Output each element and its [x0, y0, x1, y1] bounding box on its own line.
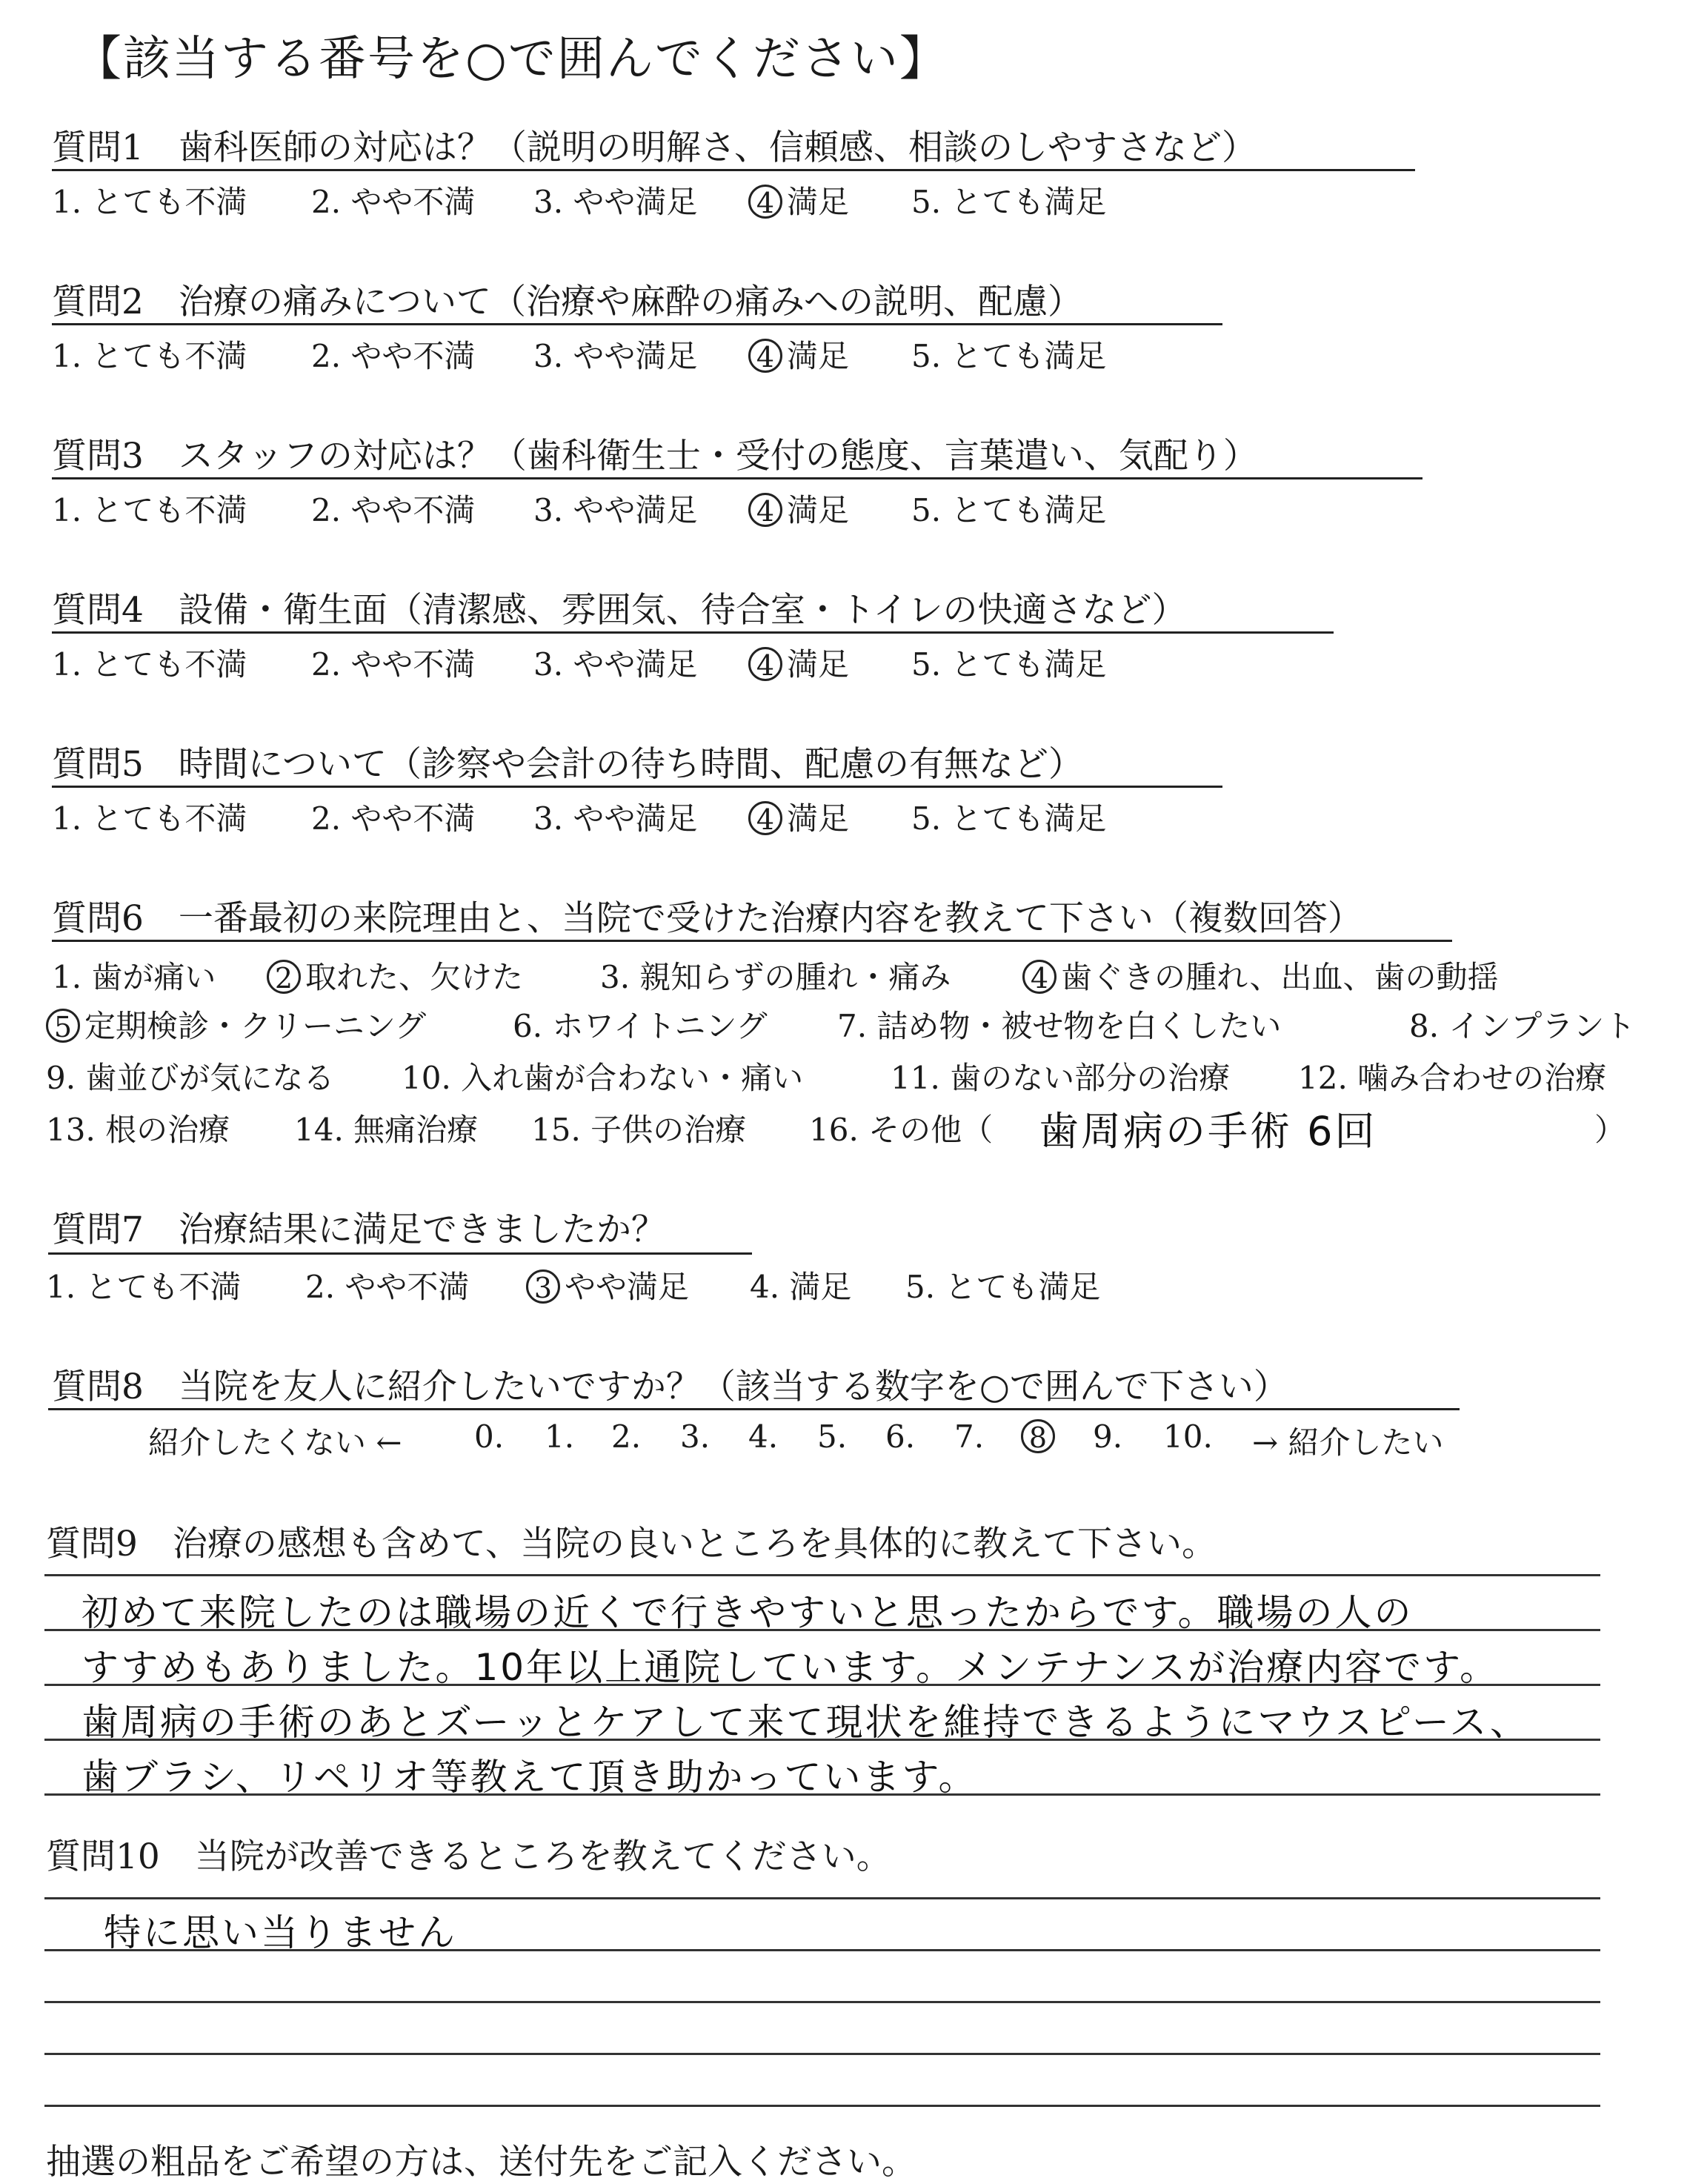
footer-instruction: 抽選の粗品をご希望の方は、送付先をご記入ください。: [46, 2142, 916, 2183]
q7-option-5[interactable]: 5. とても満足: [905, 1269, 1101, 1305]
circled-mark: 5: [46, 1009, 80, 1043]
question-3: 質問3 スタッフの対応は？（歯科衛生士・受付の態度、言葉遣い、気配り）: [52, 436, 1258, 477]
q8-option-1[interactable]: 1.: [545, 1418, 575, 1455]
q2-option-3[interactable]: 3. やや満足: [533, 338, 698, 374]
question-6-underline: [52, 940, 1452, 942]
q1-option-5[interactable]: 5. とても満足: [911, 184, 1107, 220]
q6-option-10[interactable]: 10. 入れ歯が合わない・痛い: [402, 1060, 804, 1096]
q8-option-5[interactable]: 5.: [817, 1418, 848, 1455]
circled-mark: 2: [267, 960, 301, 994]
circled-mark: 4: [748, 801, 782, 835]
q4-option-3[interactable]: 3. やや満足: [533, 646, 698, 683]
q3-option-5[interactable]: 5. とても満足: [911, 492, 1107, 528]
q6-option-1[interactable]: 1. 歯が痛い: [52, 959, 216, 995]
q9-answer-line-2[interactable]: すすめもありました。10年以上通院しています。メンテナンスが治療内容です。: [81, 1646, 1500, 1689]
q6-option-13[interactable]: 13. 根の治療: [46, 1112, 230, 1148]
circled-mark: 8: [1021, 1419, 1055, 1453]
q9-answer-line-4[interactable]: 歯ブラシ、リペリオ等教えて頂き助かっています。: [81, 1756, 978, 1799]
q6-option-9[interactable]: 9. 歯並びが気になる: [46, 1060, 335, 1096]
question-2: 質問2 治療の痛みについて（治療や麻酔の痛みへの説明、配慮）: [52, 282, 1083, 322]
q2-option-1[interactable]: 1. とても不満: [52, 338, 247, 374]
q6-option-3[interactable]: 3. 親知らずの腫れ・痛み: [600, 959, 951, 995]
q6-option-7[interactable]: 7. 詰め物・被せ物を白くしたい: [837, 1008, 1282, 1044]
q6-option-4-selected[interactable]: 4 歯ぐきの腫れ、出血、歯の動揺: [1022, 953, 1499, 998]
q6-other-handwritten[interactable]: 歯周病の手術 6回: [1039, 1108, 1377, 1155]
q6-option-15[interactable]: 15. 子供の治療: [531, 1112, 747, 1148]
q10-answer[interactable]: 特に思い当りません: [104, 1911, 457, 1954]
q3-option-4-selected[interactable]: 4 満足: [748, 486, 849, 531]
q6-option-8[interactable]: 8. インプラント: [1409, 1008, 1636, 1044]
q6-other-close: ）: [1594, 1112, 1626, 1148]
q2-option-4-selected[interactable]: 4 満足: [748, 332, 849, 376]
q1-option-4-selected[interactable]: 4 満足: [748, 178, 849, 222]
q4-option-2[interactable]: 2. やや不満: [311, 646, 476, 683]
question-7-underline: [48, 1252, 752, 1255]
q5-option-3[interactable]: 3. やや満足: [533, 800, 698, 837]
question-1-underline: [52, 169, 1415, 171]
question-5-underline: [52, 786, 1222, 788]
q6-option-2-selected[interactable]: 2 取れた、欠けた: [267, 953, 523, 998]
question-3-underline: [52, 477, 1422, 479]
q9-answer-line-1[interactable]: 初めて来院したのは職場の近くで行きやすいと思ったからです。職場の人の: [81, 1591, 1414, 1634]
q8-label-left: 紹介したくない ←: [148, 1424, 402, 1461]
q4-option-4-selected[interactable]: 4 満足: [748, 640, 849, 685]
q3-option-2[interactable]: 2. やや不満: [311, 492, 476, 528]
q8-option-10[interactable]: 10.: [1163, 1418, 1213, 1455]
circled-mark: 4: [1022, 960, 1057, 994]
question-8-underline: [48, 1408, 1460, 1410]
question-2-underline: [52, 323, 1222, 325]
q8-option-9[interactable]: 9.: [1093, 1418, 1123, 1455]
q8-option-2[interactable]: 2.: [611, 1418, 642, 1455]
q2-option-5[interactable]: 5. とても満足: [911, 338, 1107, 374]
question-7: 質問7 治療結果に満足できましたか？: [52, 1209, 666, 1250]
q10-writing-line: [44, 2105, 1600, 2107]
q8-option-3[interactable]: 3.: [680, 1418, 711, 1455]
q7-option-1[interactable]: 1. とても不満: [46, 1269, 242, 1305]
q3-option-3[interactable]: 3. やや満足: [533, 492, 698, 528]
q7-option-3-selected[interactable]: 3 やや満足: [526, 1263, 689, 1307]
q8-label-right: → 紹介したい: [1252, 1424, 1444, 1461]
page-title: 【該当する番号を○で囲んでください】: [74, 32, 948, 87]
q6-option-12[interactable]: 12. 噛み合わせの治療: [1298, 1060, 1607, 1096]
q6-option-5-selected[interactable]: 5 定期検診・クリーニング: [46, 1002, 426, 1046]
q5-option-5[interactable]: 5. とても満足: [911, 800, 1107, 837]
q8-option-4[interactable]: 4.: [748, 1418, 779, 1455]
q8-option-6[interactable]: 6.: [885, 1418, 916, 1455]
q8-option-8-selected[interactable]: [1021, 1418, 1059, 1455]
q10-writing-line: [44, 2001, 1600, 2003]
q6-option-11[interactable]: 11. 歯のない部分の治療: [891, 1060, 1231, 1096]
question-1: 質問1 歯科医師の対応は？（説明の明解さ、信頼感、相談のしやすさなど）: [52, 127, 1257, 168]
question-9: 質問9 治療の感想も含めて、当院の良いところを具体的に教えて下さい。: [46, 1524, 1217, 1564]
q4-option-5[interactable]: 5. とても満足: [911, 646, 1107, 683]
q6-option-14[interactable]: 14. 無痛治療: [294, 1112, 479, 1148]
circled-mark: 4: [748, 185, 782, 219]
q7-option-4[interactable]: 4. 満足: [750, 1269, 852, 1305]
q9-writing-line: [44, 1574, 1600, 1576]
q2-option-2[interactable]: 2. やや不満: [311, 338, 476, 374]
question-4: 質問4 設備・衛生面（清潔感、雰囲気、待合室・トイレの快適さなど）: [52, 590, 1187, 631]
question-4-underline: [52, 631, 1334, 634]
circled-mark: 3: [526, 1269, 560, 1304]
q8-option-7[interactable]: 7.: [954, 1418, 985, 1455]
circled-mark: 4: [748, 647, 782, 681]
q5-option-2[interactable]: 2. やや不満: [311, 800, 476, 837]
q1-option-3[interactable]: 3. やや満足: [533, 184, 698, 220]
q4-option-1[interactable]: 1. とても不満: [52, 646, 247, 683]
question-6: 質問6 一番最初の来院理由と、当院で受けた治療内容を教えて下さい（複数回答）: [52, 898, 1362, 939]
q10-writing-line: [44, 1897, 1600, 1899]
q1-option-1[interactable]: 1. とても不満: [52, 184, 247, 220]
q7-option-2[interactable]: 2. やや不満: [305, 1269, 470, 1305]
q5-option-1[interactable]: 1. とても不満: [52, 800, 247, 837]
q5-option-4-selected[interactable]: 4 満足: [748, 794, 849, 839]
question-8: 質問8 当院を友人に紹介したいですか？（該当する数字を○で囲んで下さい）: [52, 1367, 1288, 1407]
question-5: 質問5 時間について（診察や会計の待ち時間、配慮の有無など）: [52, 744, 1083, 785]
q8-option-0[interactable]: 0.: [474, 1418, 505, 1455]
q10-writing-line: [44, 2053, 1600, 2055]
circled-mark: 4: [748, 339, 782, 373]
question-10: 質問10 当院が改善できるところを教えてください。: [46, 1836, 891, 1877]
q9-answer-line-3[interactable]: 歯周病の手術のあとズーッとケアして来て現状を維持できるようにマウスピース、: [81, 1701, 1529, 1744]
q6-option-6[interactable]: 6. ホワイトニング: [513, 1008, 768, 1044]
q1-option-2[interactable]: 2. やや不満: [311, 184, 476, 220]
q6-option-16[interactable]: 16. その他（: [809, 1112, 994, 1148]
circled-mark: 4: [748, 493, 782, 527]
q3-option-1[interactable]: 1. とても不満: [52, 492, 247, 528]
